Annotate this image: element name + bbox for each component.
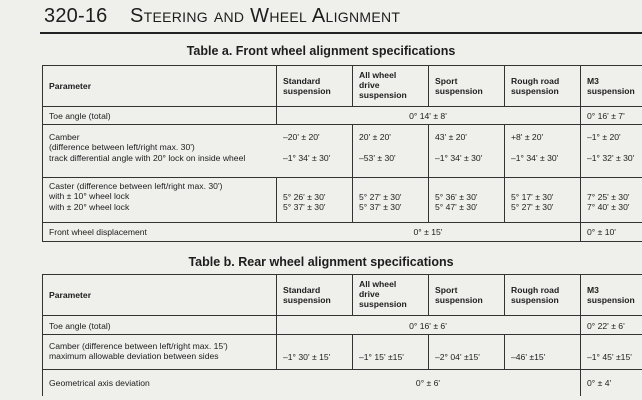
caster-sport-value: 5° 36' ± 30' 5° 47' ± 30' <box>435 192 478 213</box>
table-b-caption: Table b. Rear wheel alignment specifications <box>188 255 454 269</box>
geometric-axis-m3-value: 0° ± 4' <box>587 378 612 388</box>
table-rule <box>42 334 642 335</box>
table-rule <box>42 274 43 396</box>
caster-m3-value: 7° 25' ± 30' 7° 40' ± 30' <box>587 192 630 213</box>
camber-parameter: Camber (difference between left/right max. 30') track differential angle with 20° lock on inside wheel <box>49 132 246 163</box>
camber-standard-value: –20' ± 20' –1° 34' ± 30' <box>283 132 331 163</box>
rear-camber-awd-value: –1° 15' ±15' <box>359 352 404 362</box>
table-rule <box>504 274 505 315</box>
table-rule <box>504 334 505 369</box>
table-rule <box>428 334 429 369</box>
displacement-m3-value: 0° ± 10' <box>587 227 616 237</box>
table-rule <box>42 106 642 107</box>
rear-toe-m3-value: 0° 22' ± 6' <box>587 321 625 331</box>
page-number: 320-16 <box>44 5 108 27</box>
rear-camber-m3-value: –1° 45' ±15' <box>587 352 632 362</box>
caster-rough-value: 5° 17' ± 30' 5° 27' ± 30' <box>511 192 554 213</box>
column-header-standard: Standard suspension <box>283 76 331 97</box>
table-rule <box>276 177 277 222</box>
column-header-sport: Sport suspension <box>435 76 483 97</box>
rear-alignment-table <box>42 274 642 396</box>
toe-parameter: Toe angle (total) <box>49 111 111 121</box>
table-rule <box>42 369 642 370</box>
table-rule <box>42 65 43 242</box>
page-title: Steering and Wheel Alignment <box>130 5 401 27</box>
table-rule <box>42 177 642 178</box>
table-rule <box>42 222 642 223</box>
toe-m3-value: 0° 16' ± 7' <box>587 111 625 121</box>
column-header-awd: All wheel drive suspension <box>359 70 407 101</box>
geometric-axis-combined-value: 0° ± 6' <box>415 378 441 388</box>
rear-camber-standard-value: –1° 30' ± 15' <box>283 352 331 362</box>
rear-camber-parameter: Camber (difference between left/right max. 15') maximum allowable deviation between sides <box>49 341 228 362</box>
geometric-axis-parameter: Geometrical axis deviation <box>49 378 150 388</box>
displacement-combined-value: 0° ± 15' <box>413 227 443 237</box>
rear-toe-parameter: Toe angle (total) <box>49 321 111 331</box>
table-rule <box>504 124 505 222</box>
rear-camber-sport-value: –2° 04' ±15' <box>435 352 480 362</box>
column-header-awd: All wheel drive suspension <box>359 279 407 310</box>
table-rule <box>352 334 353 369</box>
column-header-standard: Standard suspension <box>283 285 331 306</box>
table-rule <box>428 65 429 106</box>
column-header-rough-road: Rough road suspension <box>511 76 560 97</box>
column-header-rough-road: Rough road suspension <box>511 285 560 306</box>
table-rule <box>42 241 642 242</box>
column-header-m3: M3 suspension <box>587 76 635 97</box>
table-a-caption: Table a. Front wheel alignment specifications <box>186 44 456 58</box>
camber-rough-value: +8' ± 20' –1° 34' ± 30' <box>511 132 559 163</box>
column-header-m3: M3 suspension <box>587 285 635 306</box>
camber-awd-value: 20' ± 20' –53' ± 30' <box>359 132 396 163</box>
table-rule <box>428 124 429 222</box>
caster-awd-value: 5° 27' ± 30' 5° 37' ± 30' <box>359 192 402 213</box>
table-rule <box>276 334 277 369</box>
table-rule <box>42 315 642 316</box>
front-alignment-table <box>42 65 642 242</box>
displacement-parameter: Front wheel displacement <box>49 227 147 237</box>
rear-toe-combined-value: 0° 16' ± 6' <box>409 321 447 331</box>
table-rule <box>580 65 581 241</box>
header-rule <box>40 32 642 34</box>
rear-camber-rough-value: –46' ±15' <box>511 352 546 362</box>
camber-sport-value: 43' ± 20' –1° 34' ± 30' <box>435 132 483 163</box>
table-rule <box>428 274 429 315</box>
table-rule <box>504 65 505 106</box>
caster-parameter: Caster (difference between left/right max. 30') with ± 10° wheel lock with ± 20° wheel lock <box>49 181 223 212</box>
toe-combined-value: 0° 14' ± 8' <box>409 111 447 121</box>
table-rule <box>352 124 353 222</box>
camber-m3-value: –1° ± 20' –1° 32' ± 30' <box>587 132 635 163</box>
table-rule <box>42 65 642 66</box>
table-rule <box>42 274 642 275</box>
column-header-parameter: Parameter <box>49 290 92 300</box>
caster-standard-value: 5° 26' ± 30' 5° 37' ± 30' <box>283 192 326 213</box>
column-header-parameter: Parameter <box>49 81 92 91</box>
table-rule <box>42 124 642 125</box>
table-rule <box>352 65 353 106</box>
column-header-sport: Sport suspension <box>435 285 483 306</box>
page-header <box>0 0 642 36</box>
table-rule <box>580 274 581 396</box>
table-rule <box>352 274 353 315</box>
